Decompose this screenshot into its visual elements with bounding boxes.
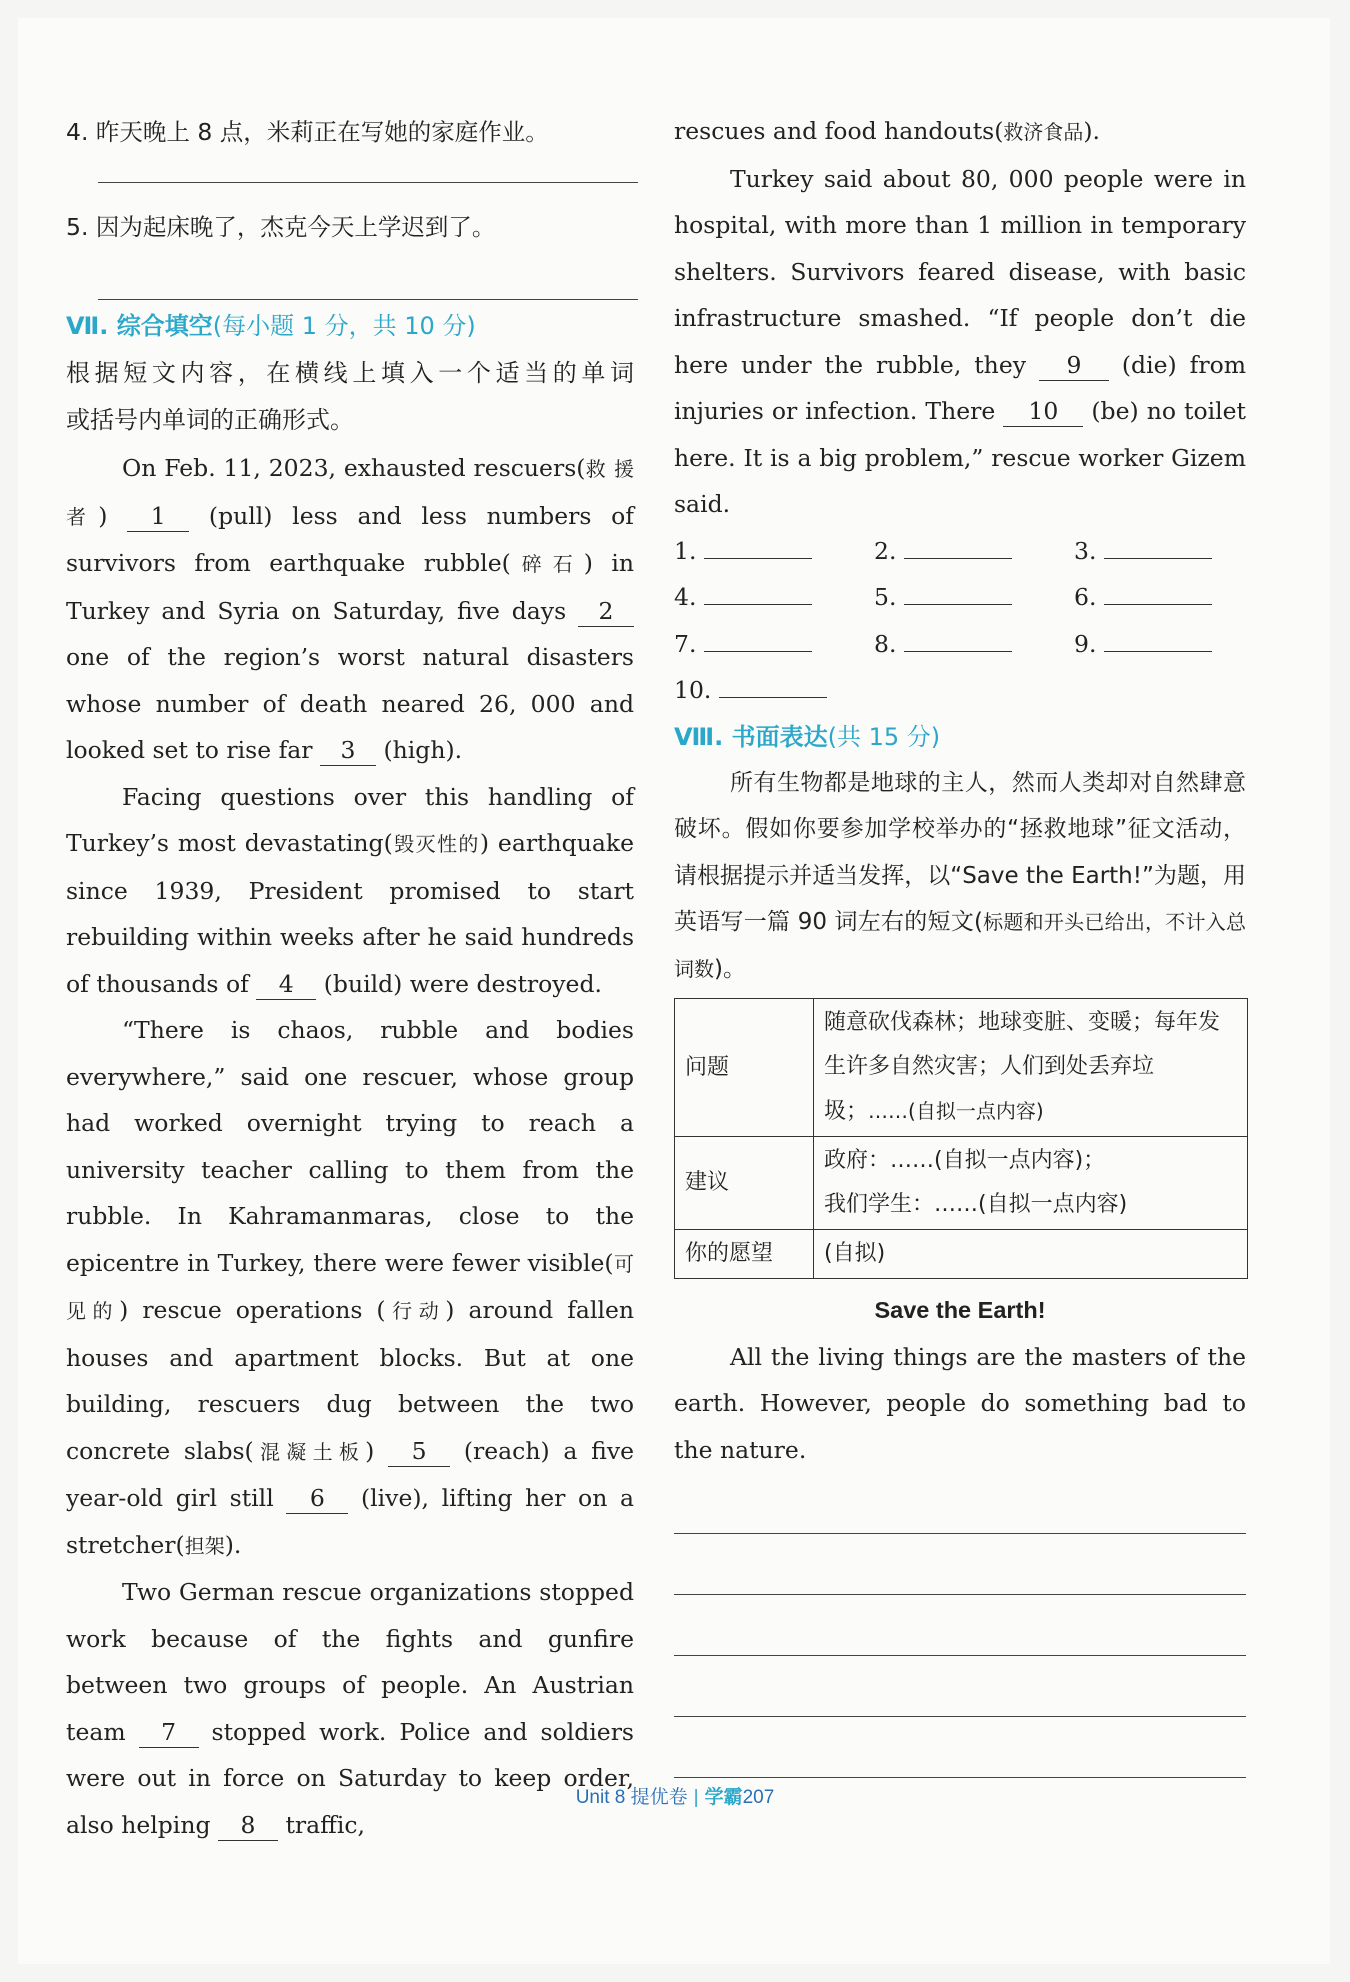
hint-value-text: 随意砍伐森林；地球变脏、变暖；每年发生许多自然灾害；人们到处丢弃垃圾；: [824, 1010, 1221, 1124]
p5-text-b: (die) from injuries or infection. There: [674, 350, 1247, 425]
blank-10[interactable]: 10: [1003, 396, 1083, 427]
answer-slot: [674, 621, 874, 668]
blank-6[interactable]: 6: [286, 1483, 348, 1514]
footer-unit: Unit 8 提优卷: [575, 1787, 688, 1808]
p3-gloss-f: 担架: [184, 1533, 225, 1558]
p3-gloss-b: 行动: [385, 1299, 446, 1323]
writing-line[interactable]: [674, 1717, 1246, 1778]
prompt-text: 所有生物都是地球的主人，然而人类却对自然肆意破坏。假如你要参加学校举办的“拯救地球”征文活动，请根据提示并适当发挥，以“Save the Earth!”为题，用英语写一篇 90 词左右的短文(: [674, 769, 1246, 935]
p4-text-a: Two German rescue organizations stopped work because of the fights and gunfire between two groups of people. An Austrian team: [66, 1578, 634, 1746]
answer-blank[interactable]: [1104, 604, 1212, 605]
question-5: 5. 因为起床晚了，杰克今天上学迟到了。: [66, 213, 496, 241]
blank-4[interactable]: 4: [256, 969, 316, 1000]
writing-prompt: [674, 760, 1246, 993]
blank-3[interactable]: 3: [320, 735, 376, 766]
p1-text-b: ): [98, 501, 128, 530]
p4-text-c: traffic,: [277, 1810, 365, 1839]
p1-text-a: On Feb. 11, 2023, exhausted rescuers(: [122, 454, 586, 482]
p4c-text-b: ).: [1083, 117, 1101, 145]
p3-text-a: “There is chaos, rubble and bodies everywhere,” said one rescuer, whose group had worked overnight trying to reach a university teacher calling to them from the rubble. In Kahramanmaras, close to the epicentre in Turkey, there were fewer visible(: [66, 1016, 634, 1277]
section-8-heading: [674, 714, 1246, 760]
p3-text-e: (reach) a five year-old girl still: [66, 1436, 635, 1512]
p1-text-c: (pull) less and less numbers of survivors from earthquake rubble(: [66, 501, 635, 577]
section-8-title: Ⅷ. 书面表达: [674, 722, 828, 751]
answer-label: 4.: [674, 583, 697, 611]
footer-brand: 学霸: [704, 1787, 743, 1808]
writing-line[interactable]: [674, 1656, 1246, 1717]
hint-key: 建议: [675, 1137, 814, 1230]
answer-blank[interactable]: [1104, 651, 1212, 652]
p3-text-c: ) around fallen houses and apartment blocks. But at one building, rescuers dug between the two concrete slabs(: [66, 1296, 635, 1465]
answer-blank[interactable]: [704, 604, 812, 605]
answer-slot: [1074, 528, 1234, 575]
hint-value-note: ……(自拟一点内容): [868, 1099, 1044, 1123]
hint-row-wish: [675, 1230, 1248, 1279]
p5-text-c: (be) no toilet here. It is a big problem,” rescue worker Gizem said.: [674, 397, 1246, 518]
blank-8[interactable]: 8: [218, 1810, 278, 1841]
writing-line[interactable]: [674, 1473, 1246, 1534]
p3-text-f: (live), lifting her on a stretcher(: [66, 1484, 634, 1559]
answer-blank[interactable]: [704, 558, 812, 559]
blank-5[interactable]: 5: [388, 1436, 450, 1467]
answer-label: 7.: [674, 629, 697, 658]
right-column: [674, 108, 1246, 1778]
p3-text-b: ) rescue operations (: [119, 1296, 386, 1324]
footer-separator: |: [693, 1787, 699, 1808]
answer-slot: [674, 667, 874, 714]
p1-text-e: one of the region’s worst natural disasters whose number of death neared 26, 000 and looked set to rise far: [66, 643, 634, 764]
page-footer: [0, 1782, 1350, 1809]
hint-key: 问题: [675, 999, 814, 1137]
hint-table: [674, 998, 1248, 1279]
blank-9[interactable]: 9: [1039, 350, 1109, 381]
p1-text-f: (high).: [376, 736, 463, 764]
p4c-text-a: rescues and food handouts(: [674, 117, 1004, 145]
essay-title: Save the Earth!: [874, 1297, 1046, 1323]
hint-key: 你的愿望: [675, 1230, 814, 1279]
hint-value: [814, 1137, 1248, 1230]
answer-blank[interactable]: [904, 558, 1012, 559]
answer-label: 10.: [674, 676, 712, 704]
answer-slot: [1074, 574, 1234, 621]
answer-label: 9.: [1074, 629, 1097, 658]
answer-label: 1.: [674, 536, 697, 565]
answer-blank[interactable]: [904, 604, 1012, 605]
section-7-score: (每小题 1 分，共 10 分): [212, 312, 476, 340]
passage-paragraph-4-continued: [674, 108, 1246, 156]
p5-text-a: Turkey said about 80, 000 people were in hospital, with more than 1 million in temporary shelters. Survivors feared disease, with basic infrastructure smashed. “If people don’t die here under the rubble, they: [674, 164, 1246, 379]
p1-text-d: ) in Turkey and Syria on Saturday, five days: [66, 549, 635, 625]
answer-slot: [874, 621, 1074, 668]
prompt-end: )。: [714, 955, 746, 982]
p2-text-a: Facing questions over this handling of Turkey’s most devastating(: [66, 782, 634, 857]
p1-gloss-b: 援者: [66, 457, 634, 529]
writing-line[interactable]: [674, 1534, 1246, 1595]
writing-line[interactable]: [674, 1595, 1246, 1656]
answer-label: 6.: [1074, 583, 1097, 611]
prompt-note: 标题和开头已给出，不计入总词数: [674, 910, 1246, 981]
answer-label: 5.: [874, 583, 897, 611]
hint-value: (自拟): [814, 1230, 1248, 1279]
section-7-title: Ⅶ. 综合填空: [66, 312, 213, 340]
p3-gloss-c: 混凝土板: [253, 1439, 366, 1464]
answer-slot: [674, 574, 874, 621]
answer-blank[interactable]: [704, 651, 812, 652]
p3-text-g: ).: [224, 1530, 242, 1559]
blank-7[interactable]: 7: [139, 1717, 199, 1748]
passage-paragraph-2: [66, 774, 634, 1008]
answer-line-4[interactable]: [98, 182, 638, 183]
hint-value: [814, 999, 1248, 1137]
passage-paragraph-1: [66, 445, 634, 774]
answer-line-5[interactable]: [98, 299, 638, 300]
p2-text-b: ) earthquake since 1939, President promised to start rebuilding within weeks after he said hundreds of thousands of: [66, 829, 634, 998]
passage-paragraph-3: [66, 1007, 634, 1569]
p1-gloss-a: 救: [585, 457, 607, 481]
hint-value-students: 我们学生：……(自拟一点内容): [824, 1192, 1128, 1217]
answer-slot: [1074, 621, 1234, 668]
answer-sheet: [674, 528, 1246, 714]
question-4: 4. 昨天晚上 8 点，米莉正在写她的家庭作业。: [66, 118, 549, 146]
answer-slot: [674, 528, 874, 575]
answer-label: 2.: [874, 536, 897, 565]
section-7-instruction: 根据短文内容，在横线上填入一个适当的单词: [66, 359, 634, 387]
answer-blank[interactable]: [1104, 558, 1212, 559]
footer-page-number: 207: [742, 1787, 775, 1808]
answer-blank[interactable]: [904, 651, 1012, 652]
p2-text-c: (build) were destroyed.: [316, 969, 602, 998]
section-7-heading: [66, 302, 634, 350]
blank-1[interactable]: 1: [127, 501, 189, 532]
p1-gloss-c: 碎石: [510, 552, 584, 576]
p3-gloss-a: 可见的: [66, 1251, 634, 1323]
section-8-score: (共 15 分): [827, 722, 941, 751]
hint-value-government: 政府：……(自拟一点内容)；: [824, 1148, 1106, 1173]
passage-paragraph-5: [674, 156, 1246, 528]
p4-text-b: stopped work. Police and soldiers were out in force on Saturday to keep order, also helping: [66, 1717, 634, 1839]
answer-blank[interactable]: [719, 697, 827, 698]
hint-row-suggestions: [675, 1137, 1248, 1230]
p3-text-d: ): [365, 1436, 389, 1465]
essay-opening: All the living things are the masters of the earth. However, people do something bad to the nature.: [674, 1342, 1246, 1464]
p4c-gloss: 救济食品: [1003, 120, 1084, 144]
answer-slot: [874, 574, 1074, 621]
answer-slot: [874, 528, 1074, 575]
left-column: [66, 108, 634, 1848]
section-7-instruction-2: 或括号内单词的正确形式。: [66, 405, 354, 434]
answer-label: 3.: [1074, 536, 1097, 565]
hint-row-problems: [675, 999, 1248, 1137]
writing-area: [674, 1473, 1246, 1778]
blank-2[interactable]: 2: [578, 596, 634, 627]
answer-label: 8.: [874, 629, 897, 658]
p2-gloss-a: 毁灭性的: [392, 832, 480, 856]
